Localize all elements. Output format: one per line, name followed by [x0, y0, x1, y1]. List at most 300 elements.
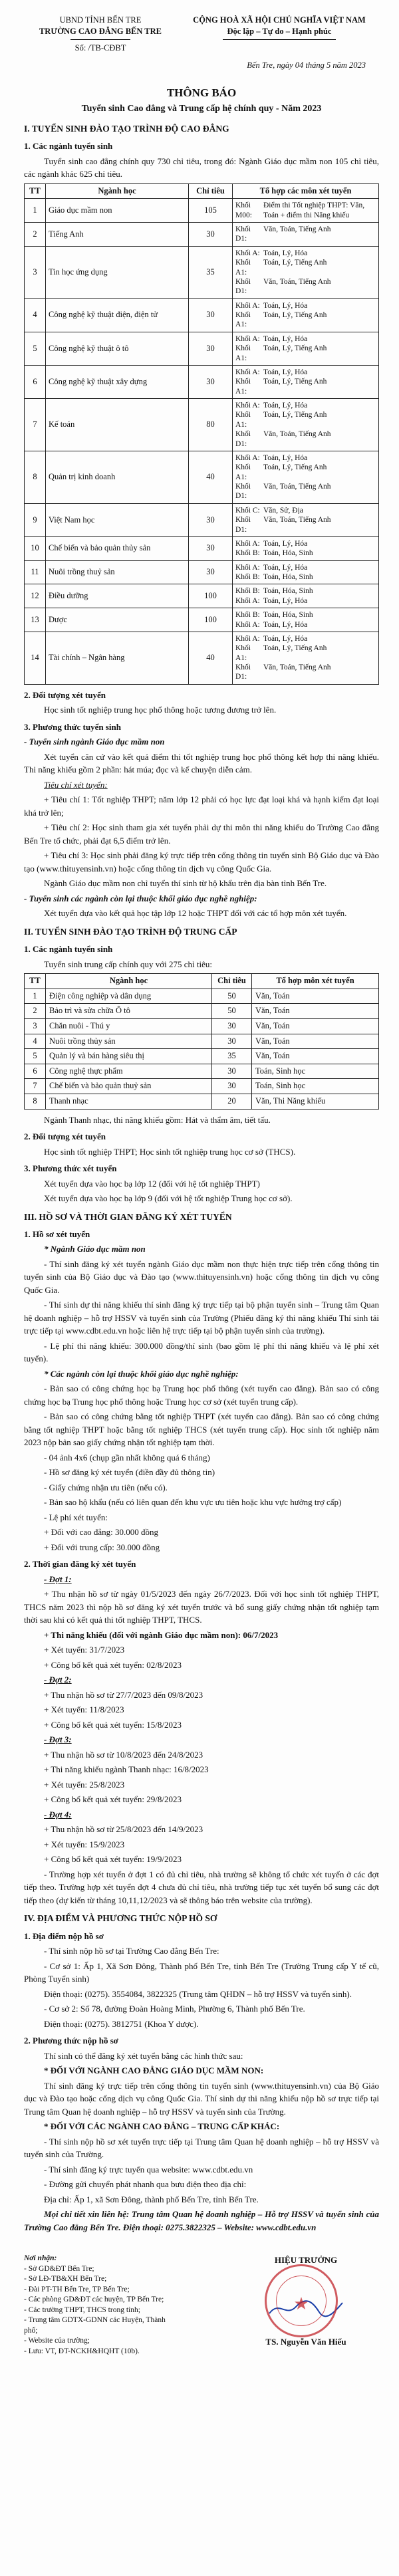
row-number: 5: [25, 332, 46, 365]
table-row: [25, 223, 379, 247]
major-name: Công nghệ kỹ thuật ô tô: [46, 332, 189, 365]
major-quota: 30: [189, 298, 233, 332]
combo-item: [235, 663, 376, 682]
submission-in-person: - Thí sinh nộp hồ sơ xét tuyển trực tiếp tại Trung tâm Quan hệ doanh nghiệp – hỗ trợ HSSV và tuyển sinh của Trường.: [24, 2136, 379, 2160]
combo-subjects: Toán, Lý, Hóa: [263, 539, 308, 548]
round-2-results: + Công bố kết quả xét tuyển: 15/8/2023: [44, 1719, 182, 1730]
major-quota: 30: [189, 560, 233, 584]
section-4-1-heading: 1. Địa điểm nộp hồ sơ: [24, 1931, 104, 1941]
combo-subjects: Toán, Lý, Hóa: [263, 402, 308, 410]
document-subtitle: Tuyển sinh Cao đẳng và Trung cấp hệ chính quy - Năm 2023: [81, 103, 322, 114]
major-combo: Toán, Sinh học: [252, 1064, 379, 1079]
combo-subjects: Toán, Lý, Hóa: [263, 563, 308, 572]
table-row: [25, 365, 379, 398]
major-combos: [233, 298, 379, 332]
major-quota: 30: [189, 503, 233, 536]
row-number: 3: [25, 246, 46, 298]
major-combos: [233, 223, 379, 247]
row-number: 4: [25, 298, 46, 332]
combo-item: [235, 515, 376, 534]
combo-code: Khối D1:: [235, 277, 251, 296]
major-quota: 105: [189, 199, 233, 223]
combo-item: [235, 429, 376, 449]
major-name: Nuôi trồng thủy sản: [46, 1034, 212, 1049]
major-combos: [233, 536, 379, 560]
combo-item: [235, 572, 376, 582]
row-number: 14: [25, 632, 46, 684]
round-4-results: + Công bố kết quả xét tuyển: 19/9/2023: [44, 1854, 182, 1865]
recipient-item: - Lưu: VT, ĐT-NCKH&HQHT (10b).: [24, 2347, 140, 2355]
combo-code: Khối A:: [235, 249, 260, 257]
combo-item: [235, 410, 376, 429]
major-quota: 100: [189, 584, 233, 608]
combo-subjects: Toán, Lý, Hóa: [263, 596, 308, 605]
table-row: [25, 332, 379, 365]
section-2-1-heading: 1. Các ngành tuyển sinh: [24, 944, 113, 954]
major-quota: 30: [189, 365, 233, 398]
combo-subjects: Văn, Sử, Địa: [263, 506, 303, 515]
combo-code: Khối A1:: [235, 411, 251, 429]
row-number: 10: [25, 536, 46, 560]
rounds-note: - Trường hợp xét tuyển ở đợt 1 có đủ chỉ tiêu, nhà trường sẽ không tổ chức xét tuyển ở các đợt tiếp theo. Trường hợp xét tuyển đợt 4 chưa đủ chỉ tiêu, nhà trường tiếp tục xét tuyển bổ sung các đợt tiếp theo (dự kiến từ tháng 10,11,12/2023 và sẽ thông báo trên website của trường).: [24, 1869, 379, 1905]
intermediate-majors-table: [24, 973, 379, 1110]
combo-subjects: Toán, Hóa, Sinh: [263, 587, 313, 596]
combo-item: [235, 539, 376, 548]
recipient-item: - Sở LĐ-TB&XH Bến Tre;: [24, 2275, 107, 2283]
campus-1-address: - Cơ sở 1: Ấp 1, Xã Sơn Đông, Thành phố Bến Tre, tỉnh Bến Tre (Trường Trung cấp Y tế cũ, Phòng Tuyển sinh): [24, 1960, 379, 1984]
row-number: 3: [25, 1018, 46, 1034]
combo-code: Khối A:: [235, 402, 260, 410]
other-majors-method-heading: - Tuyển sinh các ngành còn lại thuộc khối giáo dục nghề nghiệp:: [24, 893, 257, 903]
country-name: CỘNG HOÀ XÃ HỘI CHỦ NGHĨA VIỆT NAM: [193, 15, 366, 25]
round-1-aptitude: + Thi năng khiếu (đối với ngành Giáo dục mầm non): 06/7/2023: [44, 1629, 279, 1640]
table-row: [25, 1004, 379, 1019]
combo-code: Khối A1:: [235, 344, 251, 362]
major-name: Bảo trì và sửa chữa Ô tô: [46, 1004, 212, 1019]
row-number: 9: [25, 503, 46, 536]
criterion-2: + Tiêu chí 2: Học sinh tham gia xét tuyển phải dự thi môn thi năng khiếu do Trường Cao đẳng Bến Tre tổ chức, phải đạt 6,5 điểm trở lên.: [24, 822, 379, 846]
table-row: [25, 584, 379, 608]
major-combos: [233, 451, 379, 503]
major-name: Tiếng Anh: [46, 223, 189, 247]
combo-code: Khối B:: [235, 549, 260, 558]
recipient-item: - Website của trường;: [24, 2337, 90, 2345]
combo-subjects: Văn, Toán, Tiếng Anh: [263, 483, 331, 491]
table-row: [25, 1079, 379, 1094]
major-combos: [233, 199, 379, 223]
major-quota: 30: [212, 1064, 252, 1079]
combo-code: Khối D1:: [235, 663, 251, 681]
submission-post: - Đường gửi chuyển phát nhanh qua bưu điện theo địa chỉ:: [44, 2179, 247, 2190]
seal-star-icon: ★: [293, 2294, 309, 2314]
round-1-heading: - Đợt 1:: [44, 1574, 72, 1584]
round-3-results: + Công bố kết quả xét tuyển: 29/8/2023: [44, 1794, 182, 1805]
col-header-tt: TT: [25, 183, 46, 199]
combo-subjects: Văn, Toán, Tiếng Anh: [263, 277, 331, 286]
official-seal: [265, 2264, 338, 2337]
row-number: 4: [25, 1034, 46, 1049]
combo-subjects: Văn, Toán, Tiếng Anh: [263, 430, 331, 439]
col-header-combo: Tổ hợp môn xét tuyển: [252, 974, 379, 989]
major-quota: 40: [189, 451, 233, 503]
combo-item: [235, 634, 376, 644]
doc-photos: - 04 ảnh 4x6 (chụp gần nhất không quá 6 tháng): [44, 1452, 210, 1463]
combo-item: [235, 596, 376, 606]
combo-item: [235, 258, 376, 277]
table-row: [25, 1064, 379, 1079]
major-quota: 40: [189, 632, 233, 684]
table-row: [25, 560, 379, 584]
combo-subjects: Văn, Toán, Tiếng Anh: [263, 663, 331, 671]
combo-item: [235, 368, 376, 377]
round-2-intake: + Thu nhận hồ sơ từ 27/7/2023 đến 09/8/2023: [44, 1689, 203, 1700]
combo-code: Khối A1:: [235, 644, 251, 662]
preschool-docs-2: - Thí sinh dự thi năng khiếu thí sinh đăng ký trực tiếp tại bộ phận tuyển sinh – Trung tâm Quan hệ doanh nghiệp – hỗ trợ HSSV và tuyển sinh của Trường (Phiếu đăng ký thi năng khiếu Thí sinh tải trực tiếp tại www.cdbt.edu.vn hoặc liên hệ trực tiếp tại bộ phận tuyển sinh của trường).: [24, 1300, 379, 1336]
combo-subjects: Toán, Lý, Hóa: [263, 620, 308, 629]
combo-item: [235, 310, 376, 330]
major-combos: [233, 584, 379, 608]
combo-code: Khối A:: [235, 620, 260, 629]
combo-code: Khối D1:: [235, 430, 251, 448]
major-quota: 30: [189, 223, 233, 247]
combo-code: Khối A1:: [235, 463, 251, 481]
major-combo: Văn, Toán: [252, 1049, 379, 1064]
major-combos: [233, 608, 379, 632]
music-aptitude-note: Ngành Thanh nhạc, thi năng khiếu gồm: Hát và thẩm âm, tiết tấu.: [44, 1114, 271, 1125]
major-combos: [233, 560, 379, 584]
row-number: 6: [25, 365, 46, 398]
aptitude-fee: - Lệ phí thi năng khiếu: 300.000 đồng/thí sinh (bao gồm lệ phí thi năng khiếu và lệ phí xét tuyển).: [24, 1340, 379, 1364]
combo-subjects: Toán, Lý, Hóa: [263, 634, 308, 643]
major-name: Chế biến và bảo quản thuỷ sản: [46, 1079, 212, 1094]
major-name: Thanh nhạc: [46, 1094, 212, 1110]
col-header-major: Ngành học: [46, 183, 189, 199]
major-combos: [233, 246, 379, 298]
combo-subjects: Toán, Lý, Hóa: [263, 334, 308, 343]
major-quota: 35: [189, 246, 233, 298]
criteria-heading: Tiêu chí xét tuyển:: [44, 779, 108, 790]
campus-1-phone: Điện thoại: (0275). 3554084, 3822325 (Trung tâm QHDN – hỗ trợ HSSV và tuyển sinh).: [44, 1988, 352, 1999]
doc-household: - Bản sao hộ khẩu (nếu có liên quan đến khu vực ưu tiên hoặc khu vực hưởng trợ cấp): [44, 1497, 342, 1508]
document-number: Số: /TB-CĐBT: [74, 43, 126, 53]
combo-subjects: Toán, Lý, Tiếng Anh: [263, 411, 327, 419]
major-name: Giáo dục mầm non: [46, 199, 189, 223]
col-header-major: Ngành học: [46, 974, 212, 989]
issuer-parent: UBND TỈNH BẾN TRE: [59, 15, 142, 25]
recipient-item: - Các phòng GD&ĐT các huyện, TP Bến Tre;: [24, 2295, 164, 2304]
document-header: [24, 15, 379, 54]
section-2-2-heading: 2. Đối tượng xét tuyển: [24, 1131, 106, 1142]
major-name: Tài chính – Ngân hàng: [46, 632, 189, 684]
other-majors-method-text: Xét tuyển dựa vào kết quả học tập lớp 12 hoặc THPT đối với các tổ hợp môn xét tuyển.: [44, 908, 347, 919]
combo-code: Khối C:: [235, 506, 260, 515]
major-combo: Văn, Toán: [252, 989, 379, 1004]
section-3-2-heading: 2. Thời gian đăng ký xét tuyển: [24, 1559, 136, 1570]
row-number: 11: [25, 560, 46, 584]
motto-underline: [223, 39, 336, 40]
preschool-residency-note: Ngành Giáo dục mầm non chỉ tuyển thí sinh từ hộ khẩu trên địa bàn tỉnh Bến Tre.: [44, 878, 327, 889]
preschool-submission-heading: * ĐỐI VỚI NGÀNH CAO ĐẲNG GIÁO DỤC MẦM NON:: [44, 2065, 264, 2076]
major-name: Công nghệ thực phẩm: [46, 1064, 212, 1079]
combo-code: Khối A:: [235, 596, 260, 605]
combo-item: [235, 277, 376, 296]
section-4-heading: IV. ĐỊA ĐIỂM VÀ PHƯƠNG THỨC NỘP HỒ SƠ: [24, 1913, 217, 1924]
section-4-2-heading: 2. Phương thức nộp hồ sơ: [24, 2036, 118, 2046]
preschool-docs-heading: * Ngành Giáo dục mầm non: [44, 1244, 146, 1254]
combo-subjects: Toán, Lý, Tiếng Anh: [263, 311, 327, 319]
combo-subjects: Toán, Lý, Tiếng Anh: [263, 259, 327, 267]
table-row: [25, 989, 379, 1004]
recipient-item: - Trung tâm GDTX-GDNN các Huyện, Thành phố;: [24, 2316, 166, 2335]
issuer-name: TRƯỜNG CAO ĐẲNG BẾN TRE: [39, 26, 162, 36]
round-3-aptitude: + Thi năng khiếu ngành Thanh nhạc: 16/8/2023: [44, 1764, 209, 1775]
row-number: 12: [25, 584, 46, 608]
major-quota: 20: [212, 1094, 252, 1110]
combo-code: Khối A:: [235, 301, 260, 310]
contact-info: Mọi chi tiết xin liên hệ: Trung tâm Quan hệ doanh nghiệp – Hỗ trợ HSSV và tuyển sinh của Trường Cao đẳng Bến Tre. Điện thoại: 0275.3822325 – Website: www.cdbt.edu.vn: [24, 2209, 379, 2232]
major-name: Quản lý và bán hàng siêu thị: [46, 1049, 212, 1064]
fee-college: + Đối với cao đẳng: 30.000 đồng: [44, 1527, 158, 1538]
section-2-intro: Tuyển sinh trung cấp chính quy với 275 chỉ tiêu:: [44, 959, 213, 969]
major-combos: [233, 503, 379, 536]
other-submission-heading: * ĐỐI VỚI CÁC NGÀNH CAO ĐẲNG – TRUNG CẤP KHÁC:: [44, 2121, 280, 2132]
combo-subjects: Văn, Toán, Tiếng Anh: [263, 225, 331, 233]
major-name: Nuôi trồng thuỷ sản: [46, 560, 189, 584]
combo-subjects: Toán, Hóa, Sinh: [263, 573, 313, 581]
round-4-review: + Xét tuyển: 15/9/2023: [44, 1839, 125, 1849]
round-3-review: + Xét tuyển: 25/8/2023: [44, 1779, 125, 1790]
table-row: [25, 1049, 379, 1064]
table-row: [25, 1018, 379, 1034]
combo-subjects: Văn, Toán, Tiếng Anh: [263, 516, 331, 525]
combo-code: Khối A:: [235, 453, 260, 462]
combo-item: [235, 453, 376, 463]
issuer-block: [24, 15, 177, 54]
section-1-intro: Tuyển sinh cao đẳng chính quy 730 chỉ tiêu, trong đó: Ngành Giáo dục mầm non 105 chỉ tiêu, các ngành khác 625 chỉ tiêu.: [24, 156, 379, 179]
signer-name: TS. Nguyễn Văn Hiếu: [265, 2337, 346, 2347]
national-motto: Độc lập – Tự do – Hạnh phúc: [227, 26, 332, 36]
combo-code: Khối A1:: [235, 311, 251, 329]
major-quota: 50: [212, 1004, 252, 1019]
preschool-method-text: Xét tuyển căn cứ vào kết quả điểm thi tốt nghiệp trung học phổ thông kết hợp thi năng khiếu. Thi năng khiếu gồm 2 phần: hát múa; đọc và kể chuyện diễn cảm.: [24, 751, 379, 775]
major-quota: 30: [212, 1079, 252, 1094]
combo-subjects: Toán, Lý, Tiếng Anh: [263, 463, 327, 472]
combo-code: Khối A:: [235, 563, 260, 572]
submission-online: - Thí sinh đăng ký trực tuyến qua website: www.cdbt.edu.vn: [44, 2164, 253, 2174]
recipient-item: - Đài PT-TH Bến Tre, TP Bến Tre;: [24, 2285, 130, 2293]
campus-2-address: - Cơ sở 2: Số 78, đường Đoàn Hoàng Minh, Phường 6, Thành phố Bến Tre.: [44, 2004, 305, 2014]
major-name: Điện công nghiệp và dân dụng: [46, 989, 212, 1004]
col-header-tt: TT: [25, 974, 46, 989]
combo-code: Khối A:: [235, 539, 260, 548]
major-combos: [233, 365, 379, 398]
criterion-3: + Tiêu chí 3: Học sinh phải đăng ký trực tiếp trên cổng thông tin tuyển sinh Bộ Giáo dục và Đào tạo (www.thituyensinh.vn) hoặc cổng thông tin dịch vụ công Quốc Gia.: [24, 850, 379, 874]
major-combos: [233, 332, 379, 365]
section-3-heading: III. HỒ SƠ VÀ THỜI GIAN ĐĂNG KÝ XÉT TUYỂN: [24, 1211, 232, 1222]
method-grade-9: Xét tuyển dựa vào học bạ lớp 9 (đối với hệ tốt nghiệp Trung học cơ sở).: [44, 1193, 293, 1204]
combo-subjects: Toán, Lý, Tiếng Anh: [263, 378, 327, 386]
combo-item: [235, 377, 376, 396]
major-quota: 30: [212, 1034, 252, 1049]
col-header-quota: Chỉ tiêu: [212, 974, 252, 989]
combo-subjects: Toán, Lý, Hóa: [263, 368, 308, 376]
round-3-heading: - Đợt 3:: [44, 1734, 72, 1745]
table-row: [25, 1094, 379, 1110]
major-name: Việt Nam học: [46, 503, 189, 536]
table-row: [25, 632, 379, 684]
combo-item: [235, 249, 376, 258]
combo-code: Khối A:: [235, 368, 260, 376]
combo-item: [235, 644, 376, 663]
combo-item: [235, 463, 376, 482]
doc-priority: - Giấy chứng nhận ưu tiên (nếu có).: [44, 1482, 168, 1492]
fee-heading: - Lệ phí xét tuyển:: [44, 1512, 108, 1522]
campus-2-phone: Điện thoại: (0275). 3812751 (Khoa Y dược).: [44, 2018, 199, 2029]
combo-code: Khối D1:: [235, 516, 251, 534]
row-number: 1: [25, 199, 46, 223]
round-2-review: + Xét tuyển: 11/8/2023: [44, 1704, 124, 1715]
section-1-2-text: Học sinh tốt nghiệp trung học phổ thông hoặc tương đương trở lên.: [44, 705, 277, 715]
major-name: Kế toán: [46, 399, 189, 451]
doc-application: - Hồ sơ đăng ký xét tuyển (điền đầy đủ thông tin): [44, 1467, 215, 1478]
major-name: Công nghệ kỹ thuật xây dựng: [46, 365, 189, 398]
fee-intermediate: + Đối với trung cấp: 30.000 đồng: [44, 1542, 160, 1552]
table-row: [25, 608, 379, 632]
issue-date: Bến Tre, ngày 04 tháng 5 năm 2023: [247, 60, 366, 70]
section-1-heading: I. TUYỂN SINH ĐÀO TẠO TRÌNH ĐỘ CAO ĐẲNG: [24, 123, 229, 134]
recipients-heading: Nơi nhận:: [24, 2254, 57, 2263]
combo-code: Khối B:: [235, 611, 260, 620]
row-number: 1: [25, 989, 46, 1004]
combo-code: Khối D1:: [235, 483, 251, 501]
combo-subjects: Toán, Lý, Hóa: [263, 249, 308, 257]
table-row: [25, 298, 379, 332]
row-number: 8: [25, 1094, 46, 1110]
row-number: 13: [25, 608, 46, 632]
location-intro: - Thí sinh nộp hồ sơ tại Trường Cao đẳng Bến Tre:: [44, 1946, 219, 1956]
major-combo: Văn, Toán: [252, 1034, 379, 1049]
criterion-1: + Tiêu chí 1: Tốt nghiệp THPT; năm lớp 12 phải có học lực đạt loại khá và hạnh kiểm đạt loại khá trở lên;: [24, 794, 379, 818]
table-row: [25, 246, 379, 298]
signature-area: [24, 2254, 379, 2357]
row-number: 2: [25, 1004, 46, 1019]
signer-block: [233, 2254, 379, 2357]
table-row: [25, 399, 379, 451]
postal-address: Địa chỉ: Ấp 1, xã Sơn Đông, thành phố Bến Tre, tỉnh Bến Tre.: [44, 2194, 259, 2204]
section-1-3-heading: 3. Phương thức tuyển sinh: [24, 721, 121, 732]
major-name: Điều dưỡng: [46, 584, 189, 608]
method-grade-12: Xét tuyển dựa vào học bạ lớp 12 (đối với hệ tốt nghiệp THPT): [44, 1178, 260, 1189]
recipients-block: [24, 2254, 177, 2357]
combo-item: [235, 334, 376, 344]
section-2-2-text: Học sinh tốt nghiệp THPT; Học sinh tốt nghiệp trung học cơ sở (THCS).: [44, 1146, 296, 1157]
section-1-2-heading: 2. Đối tượng xét tuyển: [24, 689, 106, 700]
combo-code: Khối A1:: [235, 378, 251, 396]
major-quota: 30: [212, 1018, 252, 1034]
major-quota: 30: [189, 536, 233, 560]
combo-subjects: Toán, Hóa, Sinh: [263, 611, 313, 620]
section-1-1-heading: 1. Các ngành tuyển sinh: [24, 141, 113, 152]
major-quota: 50: [212, 989, 252, 1004]
section-2-3-heading: 3. Phương thức xét tuyển: [24, 1163, 117, 1174]
round-4-intake: + Thu nhận hồ sơ từ 25/8/2023 đến 14/9/2023: [44, 1824, 203, 1835]
major-quota: 35: [212, 1049, 252, 1064]
section-2-heading: II. TUYỂN SINH ĐÀO TẠO TRÌNH ĐỘ TRUNG CẤP: [24, 926, 237, 937]
combo-item: [235, 225, 376, 244]
round-1-review: + Xét tuyển: 31/7/2023: [44, 1645, 125, 1655]
combo-code: Khối M00:: [235, 201, 252, 219]
recipient-item: - Sở GD&ĐT Bến Tre;: [24, 2264, 94, 2273]
combo-item: [235, 344, 376, 363]
combo-item: [235, 401, 376, 410]
major-name: Chế biến và bảo quản thủy sản: [46, 536, 189, 560]
combo-subjects: Toán, Lý, Tiếng Anh: [263, 644, 327, 653]
combo-item: [235, 301, 376, 310]
round-4-heading: - Đợt 4:: [44, 1809, 72, 1819]
combo-code: Khối A:: [235, 634, 260, 643]
combo-code: Khối B:: [235, 573, 260, 581]
round-1-results: + Công bố kết quả xét tuyển: 02/8/2023: [44, 1659, 182, 1670]
row-number: 7: [25, 399, 46, 451]
combo-item: [235, 620, 376, 630]
doc-transcript: - Bản sao có công chứng học bạ Trung học phổ thông (xét tuyển cao đẳng). Bản sao có công chứng học bạ Trung học phổ thông hoặc Trung học cơ sở (xét tuyển trung cấp).: [24, 1383, 379, 1407]
table-row: [25, 451, 379, 503]
submission-intro: Thí sinh có thể đăng ký xét tuyển bằng các hình thức sau:: [44, 2050, 243, 2061]
major-name: Quản trị kinh doanh: [46, 451, 189, 503]
major-quota: 80: [189, 399, 233, 451]
major-combo: Văn, Toán: [252, 1018, 379, 1034]
col-header-combos: Tổ hợp các môn xét tuyển: [233, 183, 379, 199]
doc-diploma: - Bản sao có công chứng bằng tốt nghiệp THPT (xét tuyển cao đẳng). Bản sao có công chứng bằng tốt nghiệp THPT hoặc bằng tốt nghiệp THCS (xét tuyển trung cấp). Học sinh tốt nghiệp năm 2023 nộp bản sao giấy chứng nhận tốt nghiệp tạm thời.: [24, 1411, 379, 1448]
combo-subjects: Toán, Lý, Tiếng Anh: [263, 344, 327, 353]
combo-item: [235, 506, 376, 515]
combo-subjects: Toán, Lý, Hóa: [263, 301, 308, 310]
preschool-submission-text: Thí sinh đăng ký trực tiếp trên cổng thông tin tuyển sinh (www.thituyensinh.vn) của Bộ Giáo dục và Đào tạo hoặc cổng dịch vụ công Quốc Gia. Thí sinh dự thi năng khiếu nộp hồ sơ trực tiếp tại Trung tâm Quan hệ doanh nghiệp – hỗ trợ HSSV và tuyển sinh của Trường.: [24, 2080, 379, 2117]
row-number: 8: [25, 451, 46, 503]
major-combo: Toán, Sinh học: [252, 1079, 379, 1094]
signer-title: HIỆU TRƯỞNG: [274, 2255, 338, 2266]
major-quota: 30: [189, 332, 233, 365]
col-header-quota: Chỉ tiêu: [189, 183, 233, 199]
round-2-heading: - Đợt 2:: [44, 1675, 72, 1685]
combo-subjects: Toán, Lý, Hóa: [263, 453, 308, 462]
college-majors-table: [24, 183, 379, 685]
combo-item: [235, 482, 376, 501]
combo-subjects: Toán, Hóa, Sinh: [263, 549, 313, 558]
major-name: Chăn nuôi - Thú y: [46, 1018, 212, 1034]
row-number: 7: [25, 1079, 46, 1094]
combo-item: [235, 586, 376, 596]
combo-item: [235, 201, 376, 220]
major-quota: 100: [189, 608, 233, 632]
major-combo: Văn, Thi Năng khiếu: [252, 1094, 379, 1110]
section-3-1-heading: 1. Hồ sơ xét tuyển: [24, 1229, 90, 1239]
major-name: Tin học ứng dụng: [46, 246, 189, 298]
major-combos: [233, 632, 379, 684]
combo-code: Khối D1:: [235, 225, 251, 243]
major-combos: [233, 399, 379, 451]
combo-item: [235, 548, 376, 558]
preschool-docs-1: - Thí sinh đăng ký xét tuyển ngành Giáo dục mầm non thực hiện trực tiếp trên cổng thông tin tuyển sinh của Bộ Giáo dục và Đào tạo (www.thituyensinh.vn) hoặc cổng thông tin dịch vụ công Quốc Gia.: [24, 1258, 379, 1295]
row-number: 6: [25, 1064, 46, 1079]
round-3-intake: + Thu nhận hồ sơ từ 10/8/2023 đến 24/8/2023: [44, 1749, 203, 1760]
other-docs-heading: * Các ngành còn lại thuộc khối giáo dục nghề nghiệp:: [44, 1368, 239, 1379]
recipient-item: - Các trường THPT, THCS trong tỉnh;: [24, 2305, 140, 2314]
table-row: [25, 503, 379, 536]
table-row: [25, 199, 379, 223]
major-name: Công nghệ kỹ thuật điện, điện tử: [46, 298, 189, 332]
combo-item: [235, 610, 376, 620]
